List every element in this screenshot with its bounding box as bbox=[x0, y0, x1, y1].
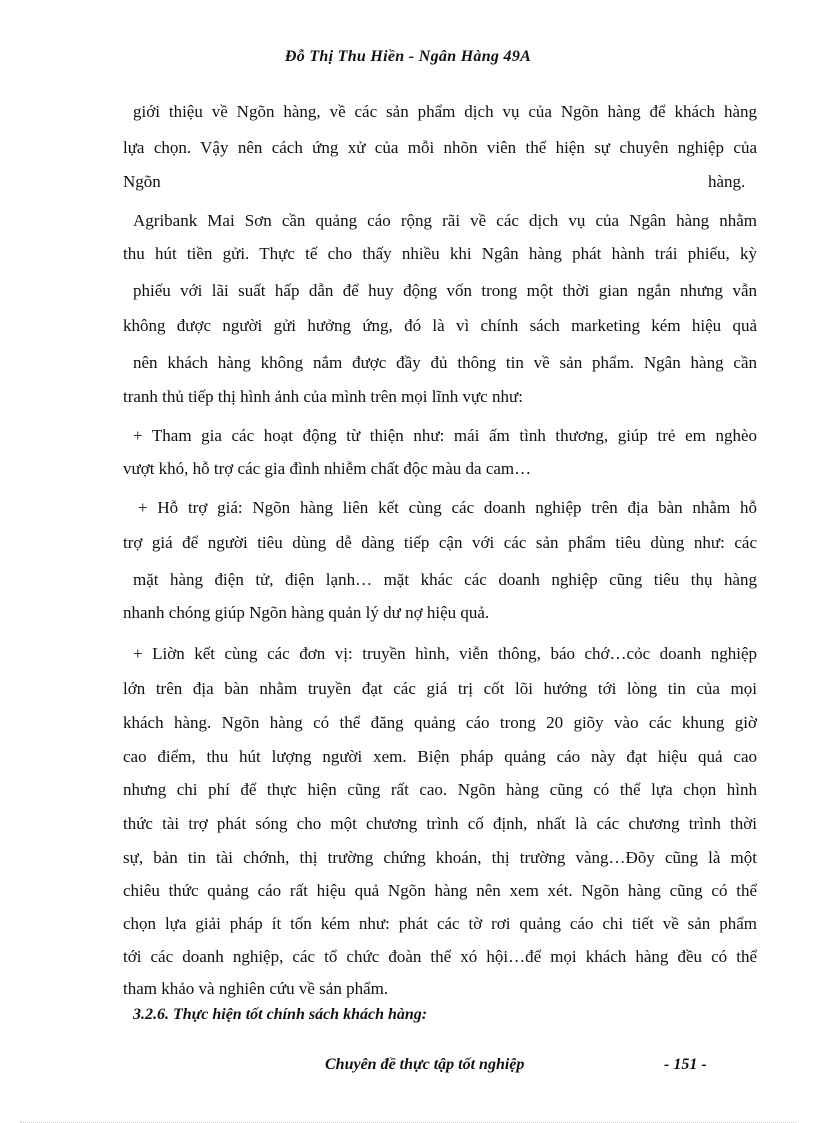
text-line-11: vượt khó, hỗ trợ các gia đình nhiễm chất độc màu da cam… bbox=[123, 459, 532, 478]
text-line-12: + Hỗ trợ giá: Ngõn hàng liên kết cùng các doanh nghiệp trên địa bàn nhằm hỗ bbox=[138, 498, 757, 517]
text-line-19: cao điểm, thu hút lượng người xem. Biện pháp quảng cáo này đạt hiệu quả cao bbox=[123, 747, 757, 766]
text-line-20: nhưng chi phí để thực hiện cũng rất cao. Ngõn hàng cũng có thể lựa chọn hình bbox=[123, 780, 757, 799]
text-line-4: Agribank Mai Sơn cần quảng cáo rộng rãi về các dịch vụ của Ngân hàng nhằm bbox=[133, 211, 757, 230]
text-line-9: tranh thủ tiếp thị hình ảnh của mình trên mọi lĩnh vực như: bbox=[123, 387, 523, 406]
text-line-10: + Tham gia các hoạt động từ thiện như: mái ấm tình thương, giúp trẻ em nghèo bbox=[133, 426, 757, 445]
text-line-16: + Liờn kết cùng các đơn vị: truyền hình, viễn thông, báo chớ…cỏc doanh nghiệp bbox=[133, 644, 757, 663]
section-heading: 3.2.6. Thực hiện tốt chính sách khách hàng: bbox=[133, 1006, 428, 1023]
text-line-3-start: Ngõn bbox=[123, 172, 161, 191]
text-line-22: sự, bản tin tài chớnh, thị trường chứng khoán, thị trường vàng…Đõy cũng là một bbox=[123, 848, 757, 867]
text-line-2: lựa chọn. Vậy nên cách ứng xử của mỗi nhõn viên thể hiện sự chuyên nghiệp của bbox=[123, 138, 757, 157]
text-line-5: thu hút tiền gửi. Thực tế cho thấy nhiều khi Ngân hàng phát hành trái phiếu, kỳ bbox=[123, 244, 757, 263]
text-line-3-end: hàng. bbox=[708, 172, 746, 191]
text-line-14: mặt hàng điện tử, điện lạnh… mặt khác các doanh nghiệp cũng tiêu thụ hàng bbox=[133, 570, 757, 589]
text-line-7: không được người gửi hưởng ứng, đó là vì chính sách marketing kém hiệu quả bbox=[123, 316, 757, 335]
text-line-8: nên khách hàng không nắm được đầy đủ thông tin về sản phẩm. Ngân hàng cần bbox=[133, 353, 757, 372]
page-number: - 151 - bbox=[664, 1056, 707, 1073]
text-line-1: giới thiệu về Ngõn hàng, về các sản phẩm dịch vụ của Ngõn hàng để khách hàng bbox=[133, 102, 757, 121]
text-line-15: nhanh chóng giúp Ngõn hàng quản lý dư nợ hiệu quả. bbox=[123, 603, 490, 622]
text-line-6: phiếu với lãi suất hấp dẫn để huy động vốn trong một thời gian ngắn nhưng vẫn bbox=[133, 281, 757, 300]
text-line-13: trợ giá để người tiêu dùng dễ dàng tiếp cận với các sản phẩm tiêu dùng như: các bbox=[123, 533, 757, 552]
text-line-24: chọn lựa giải pháp ít tốn kém như: phát các tờ rơi quảng cáo chi tiết về sản phẩm bbox=[123, 914, 757, 933]
text-line-26: tham khảo và nghiên cứu về sản phẩm. bbox=[123, 979, 389, 998]
text-line-23: chiêu thức quảng cáo rất hiệu quả Ngõn hàng nên xem xét. Ngõn hàng cũng có thể bbox=[123, 881, 757, 900]
text-line-18: khách hàng. Ngõn hàng có thể đăng quảng cáo trong 20 giõy vào các khung giờ bbox=[123, 713, 757, 732]
page-header: Đỗ Thị Thu Hiền - Ngân Hàng 49A bbox=[284, 48, 532, 65]
footer-title: Chuyên đề thực tập tốt nghiệp bbox=[325, 1056, 525, 1073]
text-line-17: lớn trên địa bàn nhằm truyền đạt các giá trị cốt lõi hướng tới lòng tin của mọi bbox=[123, 679, 757, 698]
text-line-25: tới các doanh nghiệp, các tổ chức đoàn thể xó hội…để mọi khách hàng đều có thể bbox=[123, 947, 757, 966]
text-line-21: thức tài trợ phát sóng cho một chương trình cố định, nhất là các chương trình thời bbox=[123, 814, 757, 833]
